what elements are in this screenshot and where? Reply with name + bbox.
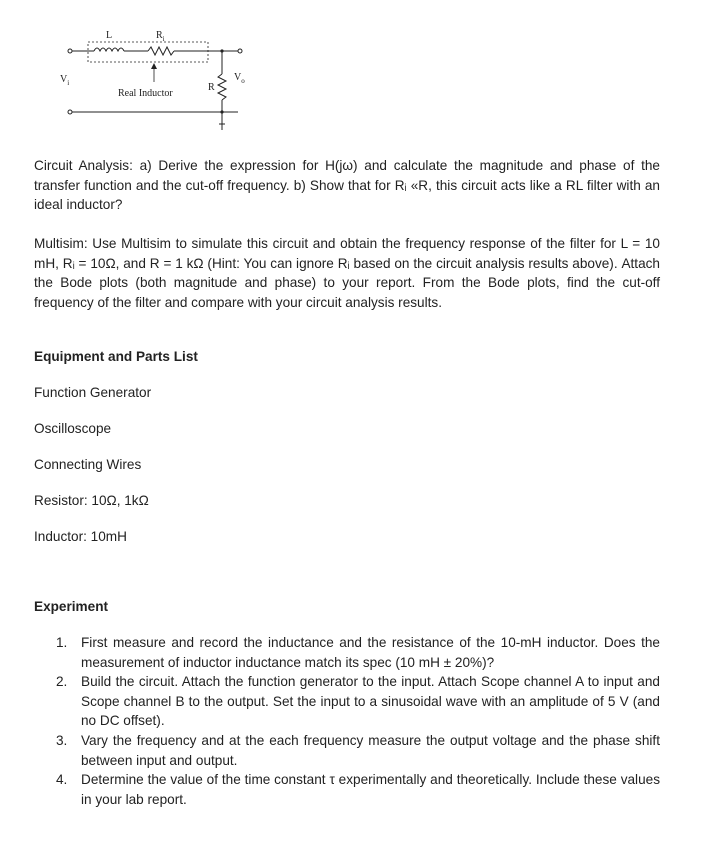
equipment-item: Function Generator <box>34 385 152 400</box>
equipment-item: Oscilloscope <box>34 421 112 436</box>
experiment-step <box>34 770 660 809</box>
step-text: First measure and record the inductance and the resistance of the 10-mH inductor. Does the measurement of inductor inductance match its spec (10 mH ± 20%)? <box>81 635 660 670</box>
label-vi: $V_i$ <box>60 74 70 87</box>
resistor-r-symbol <box>218 74 226 100</box>
circuit-analysis-paragraph: Circuit Analysis: a) Derive the expression for H(jω) and calculate the magnitude and phase of the transfer function and the cut-off frequency. b) Show that for Rᵢ «R, this circuit acts like a RL filter with an ideal inductor? <box>34 158 660 213</box>
experiment-step <box>34 672 660 731</box>
step-number: 3. <box>56 732 68 748</box>
circuit-diagram <box>50 26 270 136</box>
resistor-ri-symbol <box>148 47 174 55</box>
step-text: Vary the frequency and at the each frequency measure the output voltage and the phase shift between input and output. <box>81 732 660 768</box>
label-resistor-ri: $R_i$ <box>156 30 165 43</box>
experiment-step <box>34 633 660 672</box>
equipment-item: Inductor: 10mH <box>34 529 127 544</box>
step-number: 2. <box>56 674 68 690</box>
experiment-step <box>34 731 660 770</box>
experiment-heading: Experiment <box>34 599 109 614</box>
step-text: Determine the value of the time constant τ experimentally and theoretically. Include these values in your lab report. <box>81 772 660 807</box>
inductor-symbol <box>94 48 124 51</box>
output-terminal-top <box>238 49 242 53</box>
experiment-steps-list <box>34 633 660 809</box>
step-number: 1. <box>56 635 68 650</box>
equipment-heading: Equipment and Parts List <box>34 349 198 364</box>
step-text: Build the circuit. Attach the function generator to the input. Attach Scope channel A to input and Scope channel B to the output. Set the input to a sinusoidal wave with an amplitude of 5 V (and no DC offset). <box>81 674 660 729</box>
label-real-inductor: Real Inductor <box>118 88 173 99</box>
equipment-item: Resistor: 10Ω, 1kΩ <box>34 493 149 508</box>
input-terminal-bottom <box>68 110 72 114</box>
input-terminal-top <box>68 49 72 53</box>
label-resistor-r: R <box>208 82 215 93</box>
step-number: 4. <box>56 772 68 788</box>
label-inductor-l: L <box>106 30 113 41</box>
label-vo: $V_o$ <box>234 72 245 85</box>
equipment-item: Connecting Wires <box>34 457 142 472</box>
multisim-paragraph: Multisim: Use Multisim to simulate this circuit and obtain the frequency response of the filter for L = 10 mH, Rᵢ = 10Ω, and R = 1 kΩ (Hint: You can ignore Rᵢ based on the circuit analysis results above). Attach the Bode plots (both magnitude and phase) to your report. From the Bode plots, find the cut-off frequency of the filter and compare with your circuit analysis results. <box>34 236 660 310</box>
